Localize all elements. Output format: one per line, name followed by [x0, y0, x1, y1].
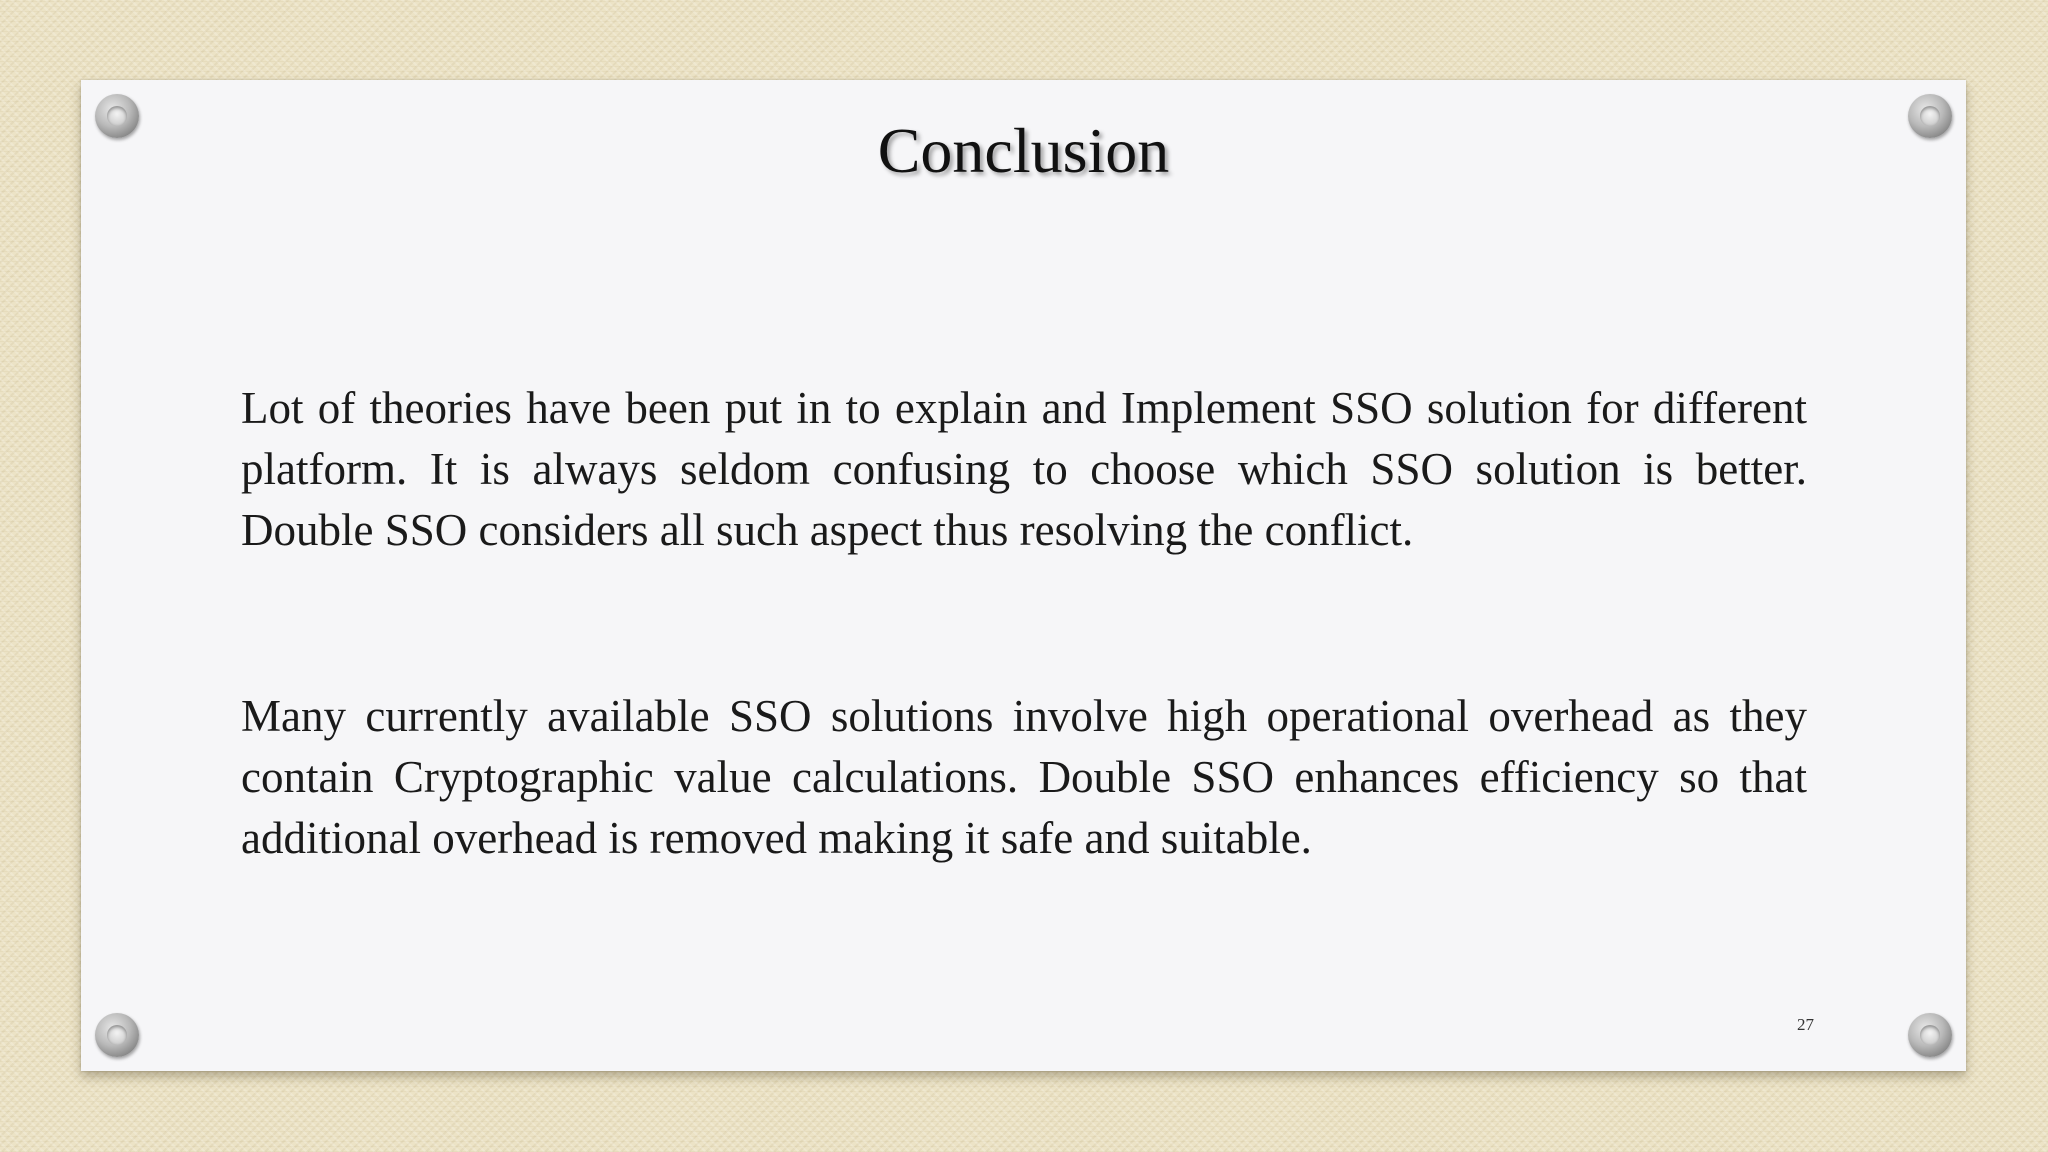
- page-number: 27: [1797, 1015, 1814, 1034]
- slide-title: Conclusion: [877, 115, 1170, 186]
- paragraph-1: Lot of theories have been put in to explain and Implement SSO solution for different platform. It is always seldom confusing to choose which SSO solution is better. Double SSO considers all such aspect thus resolving the conflict.: [241, 383, 1807, 555]
- grommet-icon: [95, 1013, 139, 1057]
- paragraph-2: Many currently available SSO solutions involve high operational overhead as they contain Cryptographic value calculations. Double SSO enhances efficiency so that additional overhead is removed making it safe and suitable.: [241, 691, 1807, 863]
- grommet-icon: [1908, 1013, 1952, 1057]
- slide: [81, 80, 1966, 1071]
